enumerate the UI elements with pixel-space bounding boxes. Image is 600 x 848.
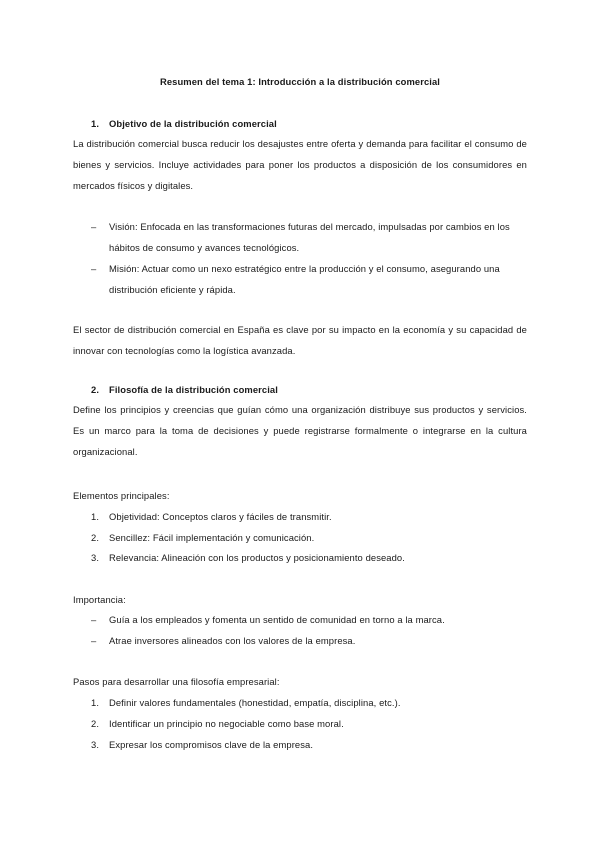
step-text: Definir valores fundamentales (honestidad, empatía, disciplina, etc.).	[109, 697, 401, 708]
section-1-heading	[91, 117, 277, 131]
section-2-intro: Define los principios y creencias que guían cómo una organización distribuye sus productos y servicios. Es un marco para la toma de decisiones y puede registrarse formalmente o integrarse en la cultura organizacional.	[73, 404, 527, 458]
number-marker: 2.	[91, 718, 100, 729]
section-1-closing: El sector de distribución comercial en España es clave por su impacto en la economía y su capacidad de innovar con tecnologías como la logística avanzada.	[73, 324, 527, 357]
section-2-number: 2.	[91, 384, 100, 395]
section-2-heading-text: Filosofía de la distribución comercial	[109, 384, 278, 395]
dash-marker: –	[91, 263, 97, 274]
steps-label: Pasos para desarrollar una filosofía empresarial:	[73, 676, 280, 687]
element-item	[91, 531, 527, 545]
element-text: Objetividad: Conceptos claros y fáciles de transmitir.	[109, 511, 332, 522]
dash-marker: –	[91, 221, 97, 232]
section-1-bullet-mission	[91, 258, 527, 300]
number-marker: 3.	[91, 552, 100, 563]
section-1-heading-text: Objetivo de la distribución comercial	[109, 118, 277, 129]
step-item	[91, 717, 527, 731]
element-text: Sencillez: Fácil implementación y comunicación.	[109, 532, 315, 543]
number-marker: 3.	[91, 739, 100, 750]
step-item	[91, 696, 527, 710]
step-text: Expresar los compromisos clave de la empresa.	[109, 739, 314, 750]
element-item	[91, 510, 527, 524]
number-marker: 1.	[91, 511, 100, 522]
section-1-intro: La distribución comercial busca reducir los desajustes entre oferta y demanda para facilitar el consumo de bienes y servicios. Incluye actividades para poner los productos a disposición de los consumidores en mercados físicos y digitales.	[73, 138, 527, 192]
step-text: Identificar un principio no negociable como base moral.	[109, 718, 344, 729]
section-1-bullet-vision	[91, 216, 527, 258]
step-item	[91, 738, 527, 752]
bullet-text: Visión: Enfocada en las transformaciones futuras del mercado, impulsadas por cambios en los hábitos de consumo y avances tecnológicos.	[109, 221, 510, 254]
number-marker: 2.	[91, 532, 100, 543]
number-marker: 1.	[91, 697, 100, 708]
element-item	[91, 551, 527, 565]
importance-text: Guía a los empleados y fomenta un sentido de comunidad en torno a la marca.	[109, 614, 445, 625]
dash-marker: –	[91, 635, 97, 646]
dash-marker: –	[91, 614, 97, 625]
element-text: Relevancia: Alineación con los productos y posicionamiento deseado.	[109, 552, 405, 563]
section-2-heading	[91, 383, 278, 397]
importance-item	[91, 613, 527, 627]
importance-item	[91, 634, 527, 648]
importance-text: Atrae inversores alineados con los valores de la empresa.	[109, 635, 356, 646]
section-1-number: 1.	[91, 118, 100, 129]
importance-label: Importancia:	[73, 594, 126, 605]
elements-label: Elementos principales:	[73, 490, 170, 501]
document-title: Resumen del tema 1: Introducción a la distribución comercial	[159, 76, 441, 87]
bullet-text: Misión: Actuar como un nexo estratégico entre la producción y el consumo, asegurando una distribución eficiente y rápida.	[109, 263, 500, 296]
